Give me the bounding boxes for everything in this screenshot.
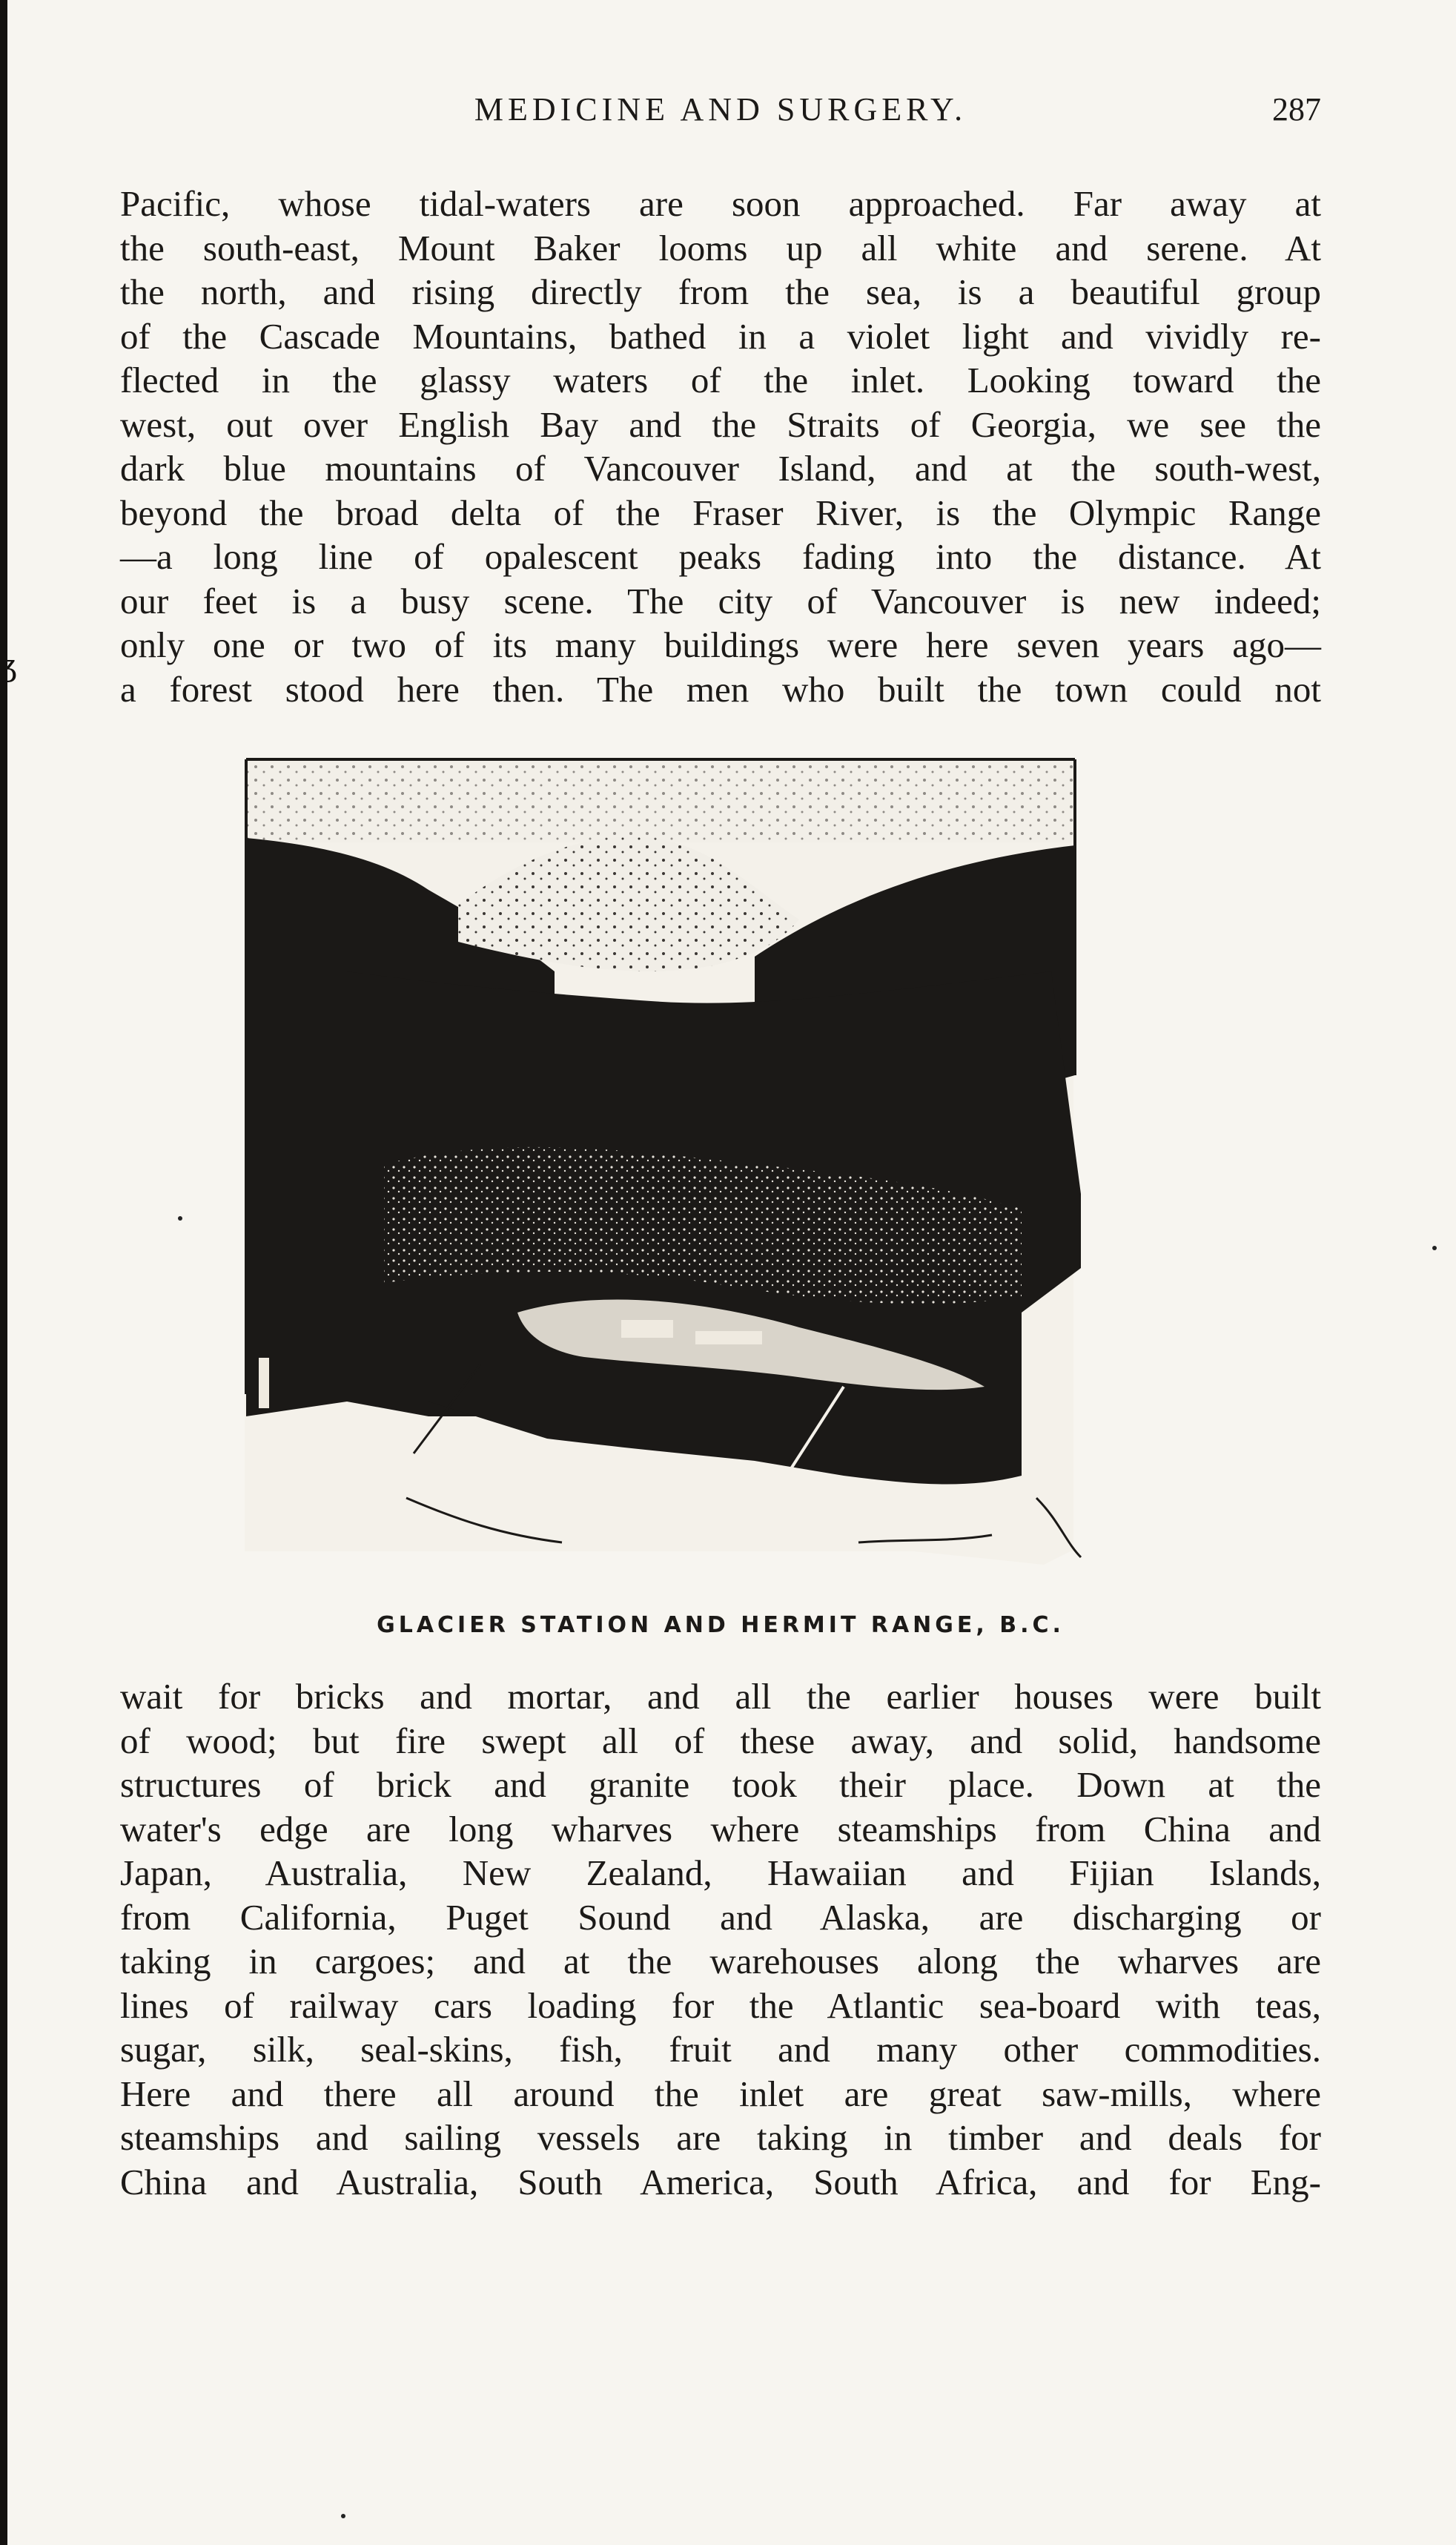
engraving-image <box>236 749 1088 1580</box>
paragraph-top <box>120 182 1321 711</box>
text-line: of the Cascade Mountains, bathed in a violet light and vividly re- <box>120 315 1321 357</box>
binding-edge-rule <box>0 0 7 2545</box>
text-line: China and Australia, South America, South Africa, and for Eng- <box>120 2161 1321 2202</box>
text-line: lines of railway cars loading for the Atlantic sea-board with teas, <box>120 1984 1321 2026</box>
print-speck <box>341 2514 345 2518</box>
running-title: MEDICINE AND SURGERY. <box>474 91 967 128</box>
paragraph-bottom <box>120 1674 1321 2204</box>
text-line: from California, Puget Sound and Alaska, are discharging or <box>120 1896 1321 1938</box>
text-line: the north, and rising directly from the sea, is a beautiful group <box>120 271 1321 312</box>
text-line: wait for bricks and mortar, and all the earlier houses were built <box>120 1676 1321 1717</box>
margin-mark: ʒ <box>0 649 17 683</box>
text-line: the south-east, Mount Baker looms up all white and serene. At <box>120 227 1321 268</box>
text-line: flected in the glassy waters of the inlet. Looking toward the <box>120 360 1321 400</box>
text-line: steamships and sailing vessels are taking in timber and deals for <box>120 2117 1321 2158</box>
text-line: taking in cargoes; and at the warehouses along the wharves are <box>120 1941 1321 1981</box>
text-line: Japan, Australia, New Zealand, Hawaiian and Fijian Islands, <box>120 1852 1321 1893</box>
text-line: structures of brick and granite took their place. Down at the <box>120 1764 1321 1805</box>
text-line: of wood; but fire swept all of these away, and solid, handsome <box>120 1720 1321 1761</box>
text-line: west, out over English Bay and the Straits of Georgia, we see the <box>120 403 1321 445</box>
figure-caption: GLACIER STATION AND HERMIT RANGE, B.C. <box>377 1612 1065 1638</box>
print-speck <box>178 1216 182 1221</box>
text-line: water's edge are long wharves where steamships from China and <box>120 1808 1321 1849</box>
text-line: Pacific, whose tidal-waters are soon approached. Far away at <box>120 183 1321 224</box>
text-line: only one or two of its many buildings were here seven years ago— <box>120 624 1321 665</box>
running-head <box>120 88 1321 139</box>
text-line: sugar, silk, seal-skins, fish, fruit and many other commodities. <box>120 2029 1321 2070</box>
text-line: our feet is a busy scene. The city of Vancouver is new indeed; <box>120 580 1321 621</box>
text-line: beyond the broad delta of the Fraser River, is the Olympic Range <box>120 492 1321 533</box>
page-number: 287 <box>1272 91 1321 128</box>
text-line: a forest stood here then. The men who built the town could not <box>120 668 1321 710</box>
text-line: dark blue mountains of Vancouver Island, and at the south-west, <box>120 448 1321 489</box>
print-speck <box>1432 1246 1437 1250</box>
text-line: Here and there all around the inlet are great saw-mills, where <box>120 2073 1321 2114</box>
text-line: —a long line of opalescent peaks fading into the distance. At <box>120 536 1321 577</box>
engraving-illustration <box>236 749 1088 1580</box>
